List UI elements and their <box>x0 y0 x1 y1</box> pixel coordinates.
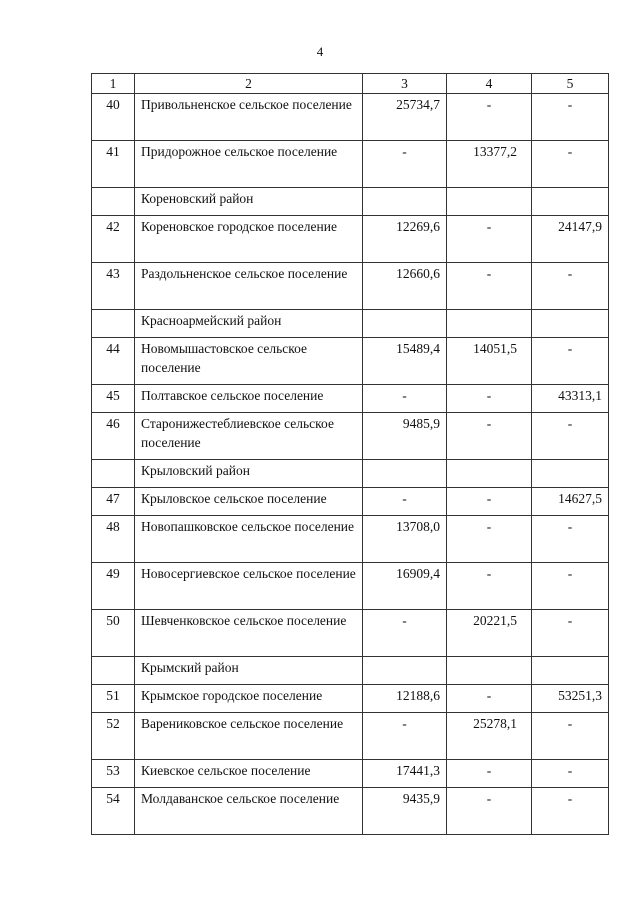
district-cell-3 <box>363 310 447 338</box>
header-cell-3: 3 <box>363 74 447 94</box>
settlement-name: Придорожное сельское поселение <box>135 141 363 188</box>
table-row <box>92 413 609 460</box>
row-number: 46 <box>92 413 135 460</box>
settlement-name: Шевченковское сельское поселение <box>135 610 363 657</box>
value-col-4: - <box>447 760 532 788</box>
district-cell-5 <box>532 460 609 488</box>
district-name: Красноармейский район <box>135 310 363 338</box>
value-col-3: 25734,7 <box>363 94 447 141</box>
value-col-3: 16909,4 <box>363 563 447 610</box>
allocation-table <box>91 73 609 835</box>
settlement-name: Старонижестеблиевское сельское поселение <box>135 413 363 460</box>
district-num-cell <box>92 188 135 216</box>
value-col-4: - <box>447 94 532 141</box>
table-row <box>92 610 609 657</box>
district-row <box>92 460 609 488</box>
table-header-row <box>92 74 609 94</box>
value-col-4: - <box>447 488 532 516</box>
value-col-3: 12269,6 <box>363 216 447 263</box>
value-col-4: - <box>447 788 532 835</box>
district-row <box>92 657 609 685</box>
value-col-3: 15489,4 <box>363 338 447 385</box>
row-number: 43 <box>92 263 135 310</box>
value-col-4: 20221,5 <box>447 610 532 657</box>
value-col-5: 43313,1 <box>532 385 609 413</box>
value-col-3: 12660,6 <box>363 263 447 310</box>
value-col-3: 9485,9 <box>363 413 447 460</box>
district-num-cell <box>92 460 135 488</box>
value-col-5: 14627,5 <box>532 488 609 516</box>
district-name: Крыловский район <box>135 460 363 488</box>
settlement-name: Кореновское городское поселение <box>135 216 363 263</box>
value-col-5: 24147,9 <box>532 216 609 263</box>
value-col-4: - <box>447 685 532 713</box>
header-cell-4: 4 <box>447 74 532 94</box>
district-cell-4 <box>447 188 532 216</box>
row-number: 51 <box>92 685 135 713</box>
district-cell-5 <box>532 310 609 338</box>
row-number: 52 <box>92 713 135 760</box>
table-row <box>92 263 609 310</box>
row-number: 49 <box>92 563 135 610</box>
value-col-3: - <box>363 385 447 413</box>
district-cell-4 <box>447 657 532 685</box>
value-col-5: - <box>532 94 609 141</box>
row-number: 40 <box>92 94 135 141</box>
table-row <box>92 760 609 788</box>
row-number: 53 <box>92 760 135 788</box>
table-row <box>92 94 609 141</box>
value-col-4: - <box>447 263 532 310</box>
district-num-cell <box>92 657 135 685</box>
district-cell-4 <box>447 460 532 488</box>
district-num-cell <box>92 310 135 338</box>
district-row <box>92 310 609 338</box>
settlement-name: Варениковское сельское поселение <box>135 713 363 760</box>
row-number: 45 <box>92 385 135 413</box>
table-row <box>92 385 609 413</box>
row-number: 41 <box>92 141 135 188</box>
value-col-4: 25278,1 <box>447 713 532 760</box>
district-cell-4 <box>447 310 532 338</box>
table-row <box>92 788 609 835</box>
settlement-name: Привольненское сельское поселение <box>135 94 363 141</box>
row-number: 44 <box>92 338 135 385</box>
value-col-3: 13708,0 <box>363 516 447 563</box>
value-col-3: - <box>363 141 447 188</box>
value-col-5: - <box>532 788 609 835</box>
district-row <box>92 188 609 216</box>
settlement-name: Крымское городское поселение <box>135 685 363 713</box>
value-col-5: - <box>532 263 609 310</box>
table-row <box>92 516 609 563</box>
table-row <box>92 713 609 760</box>
value-col-5: - <box>532 713 609 760</box>
value-col-3: 9435,9 <box>363 788 447 835</box>
value-col-4: - <box>447 216 532 263</box>
value-col-5: - <box>532 610 609 657</box>
value-col-5: - <box>532 760 609 788</box>
settlement-name: Новомышастовское сельское поселение <box>135 338 363 385</box>
district-cell-3 <box>363 657 447 685</box>
value-col-4: 13377,2 <box>447 141 532 188</box>
value-col-5: - <box>532 516 609 563</box>
district-name: Крымский район <box>135 657 363 685</box>
value-col-3: - <box>363 610 447 657</box>
district-cell-5 <box>532 188 609 216</box>
district-cell-5 <box>532 657 609 685</box>
row-number: 54 <box>92 788 135 835</box>
table-row <box>92 563 609 610</box>
settlement-name: Молдаванское сельское поселение <box>135 788 363 835</box>
table-row <box>92 216 609 263</box>
value-col-4: 14051,5 <box>447 338 532 385</box>
district-cell-3 <box>363 188 447 216</box>
value-col-3: 12188,6 <box>363 685 447 713</box>
value-col-5: 53251,3 <box>532 685 609 713</box>
value-col-4: - <box>447 413 532 460</box>
value-col-4: - <box>447 516 532 563</box>
header-cell-5: 5 <box>532 74 609 94</box>
row-number: 50 <box>92 610 135 657</box>
value-col-5: - <box>532 141 609 188</box>
settlement-name: Новопашковское сельское поселение <box>135 516 363 563</box>
value-col-3: 17441,3 <box>363 760 447 788</box>
settlement-name: Новосергиевское сельское поселение <box>135 563 363 610</box>
district-name: Кореновский район <box>135 188 363 216</box>
table-row <box>92 141 609 188</box>
header-cell-2: 2 <box>135 74 363 94</box>
value-col-5: - <box>532 413 609 460</box>
header-cell-1: 1 <box>92 74 135 94</box>
settlement-name: Крыловское сельское поселение <box>135 488 363 516</box>
value-col-5: - <box>532 338 609 385</box>
value-col-3: - <box>363 488 447 516</box>
row-number: 42 <box>92 216 135 263</box>
settlement-name: Киевское сельское поселение <box>135 760 363 788</box>
value-col-5: - <box>532 563 609 610</box>
table-row <box>92 685 609 713</box>
value-col-4: - <box>447 385 532 413</box>
table-row <box>92 338 609 385</box>
row-number: 48 <box>92 516 135 563</box>
row-number: 47 <box>92 488 135 516</box>
district-cell-3 <box>363 460 447 488</box>
table-row <box>92 488 609 516</box>
settlement-name: Полтавское сельское поселение <box>135 385 363 413</box>
settlement-name: Раздольненское сельское поселение <box>135 263 363 310</box>
page-number: 4 <box>316 44 324 59</box>
value-col-3: - <box>363 713 447 760</box>
value-col-4: - <box>447 563 532 610</box>
